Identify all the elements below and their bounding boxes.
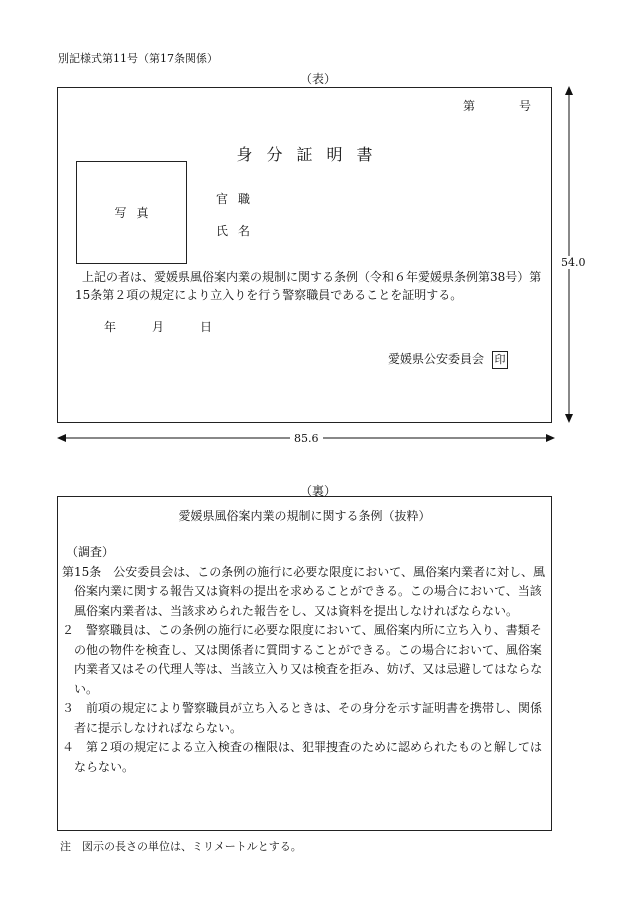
date-line	[104, 318, 212, 335]
issuer-line	[388, 350, 508, 369]
height-dimension-label: 54.0	[561, 256, 586, 269]
number-suffix: 号	[518, 99, 531, 113]
post-label: 官職	[216, 192, 261, 206]
paragraph-3: ３ 前項の規定により警察職員が立ち入るときは、その身分を示す証明書を携帯し、関係者に提示しなければならない。	[62, 701, 543, 735]
back-side-label: （裏）	[300, 484, 337, 498]
height-dimension-arrow	[561, 86, 577, 423]
seal-mark: 印	[492, 351, 508, 369]
paragraph-4: ４ 第２項の規定による立入検査の権限は、犯罪捜査のために認められたものと解してはならない。	[62, 740, 543, 774]
article-15: 第15条 公安委員会は、この条例の施行に必要な限度において、風俗案内業者に対し、風俗案内業に関する報告又は資料の提出を求めることができる。この場合において、当該風俗案内業者は、当該求められた報告をし、又は資料を提出しなければならない。	[62, 564, 546, 618]
issuer-name: 愛媛県公安委員会	[388, 352, 485, 366]
date-month: 月	[152, 320, 165, 334]
back-title: 愛媛県風俗案内業の規制に関する条例（抜粋）	[178, 509, 431, 523]
certification-text: 上記の者は、愛媛県風俗案内業の規制に関する条例（令和６年愛媛県条例第38号）第15条第２項の規定により立入りを行う警察職員であることを証明する。	[75, 270, 542, 302]
paragraph-2: ２ 警察職員は、この条例の施行に必要な限度において、風俗案内所に立ち入り、書類その他の物件を検査し、又は関係者に質問することができる。この場合において、風俗案内業者又はその代理人等は、当該立入り又は検査を拒み、妨げ、又は忌避してはならない。	[62, 623, 543, 696]
date-year: 年	[104, 320, 117, 334]
section-heading: （調査）	[66, 545, 115, 559]
id-card-front	[57, 87, 552, 423]
id-card-back	[57, 496, 552, 831]
photo-label: 写真	[114, 206, 159, 220]
date-day: 日	[200, 320, 213, 334]
photo-box	[76, 161, 187, 264]
form-number-label: 別記様式第11号（第17条関係）	[58, 52, 218, 65]
number-prefix: 第	[462, 99, 475, 113]
front-side-label: （表）	[300, 72, 337, 86]
width-dimension-label: 85.6	[290, 432, 323, 445]
card-number-field	[463, 97, 531, 114]
card-title: 身分証明書	[236, 145, 387, 164]
ordinance-excerpt	[62, 543, 550, 777]
footnote: 注 図示の長さの単位は、ミリメートルとする。	[60, 840, 302, 853]
name-label: 氏名	[216, 224, 261, 238]
